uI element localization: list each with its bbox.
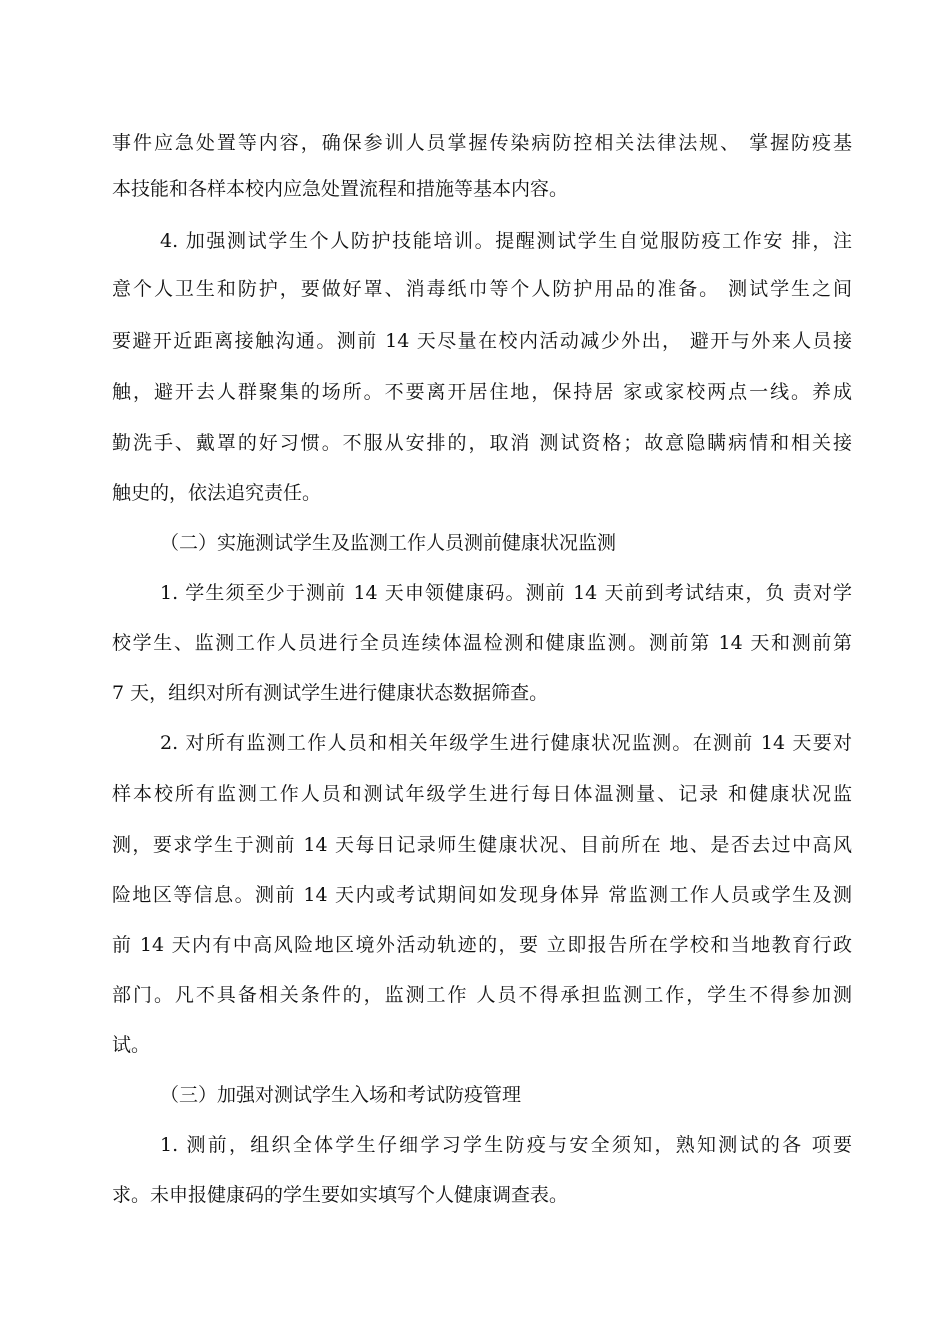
text-line: 险地区等信息。测前 14 天内或考试期间如发现身体异 常监测工作人员或学生及测 — [112, 884, 852, 906]
text-line: 校学生、监测工作人员进行全员连续体温检测和健康监测。测前第 14 天和测前第 — [112, 632, 852, 654]
text-line: 本技能和各样本校内应急处置流程和措施等基本内容。 — [112, 178, 569, 200]
text-line: 试。 — [112, 1034, 151, 1056]
text-line: 要避开近距离接触沟通。测前 14 天尽量在校内活动减少外出， 避开与外来人员接 — [112, 330, 852, 352]
text-line: 勤洗手、戴罩的好习惯。不服从安排的，取消 测试资格；故意隐瞒病情和相关接 — [112, 432, 852, 454]
section-heading: （二）实施测试学生及监测工作人员测前健康状况监测 — [160, 532, 617, 554]
text-line: 样本校所有监测工作人员和测试年级学生进行每日体温测量、记录 和健康状况监 — [112, 783, 852, 805]
text-line: 触史的，依法追究责任。 — [112, 482, 322, 504]
text-line: 求。未申报健康码的学生要如实填写个人健康调查表。 — [112, 1184, 569, 1206]
text-line: 事件应急处置等内容，确保参训人员掌握传染病防控相关法律法规、 掌握防疫基 — [112, 132, 852, 154]
text-line: 部门。凡不具备相关条件的，监测工作 人员不得承担监测工作，学生不得参加测 — [112, 984, 852, 1006]
text-line: 7 天，组织对所有测试学生进行健康状态数据筛查。 — [112, 682, 549, 704]
text-line: 4. 加强测试学生个人防护技能培训。提醒测试学生自觉服防疫工作安 排，注 — [160, 230, 852, 252]
text-line: 2. 对所有监测工作人员和相关年级学生进行健康状况监测。在测前 14 天要对 — [160, 732, 852, 754]
text-line: 前 14 天内有中高风险地区境外活动轨迹的，要 立即报告所在学校和当地教育行政 — [112, 934, 852, 956]
text-line: 触，避开去人群聚集的场所。不要离开居住地，保持居 家或家校两点一线。养成 — [112, 381, 852, 403]
text-line: 测，要求学生于测前 14 天每日记录师生健康状况、目前所在 地、是否去过中高风 — [112, 834, 852, 856]
text-line: 意个人卫生和防护，要做好罩、消毒纸巾等个人防护用品的准备。 测试学生之间 — [112, 278, 852, 300]
section-heading: （三）加强对测试学生入场和考试防疫管理 — [160, 1084, 522, 1106]
text-line: 1. 测前，组织全体学生仔细学习学生防疫与安全须知，熟知测试的各 项要 — [160, 1134, 852, 1156]
text-line: 1. 学生须至少于测前 14 天申领健康码。测前 14 天前到考试结束，负 责对学 — [160, 582, 852, 604]
